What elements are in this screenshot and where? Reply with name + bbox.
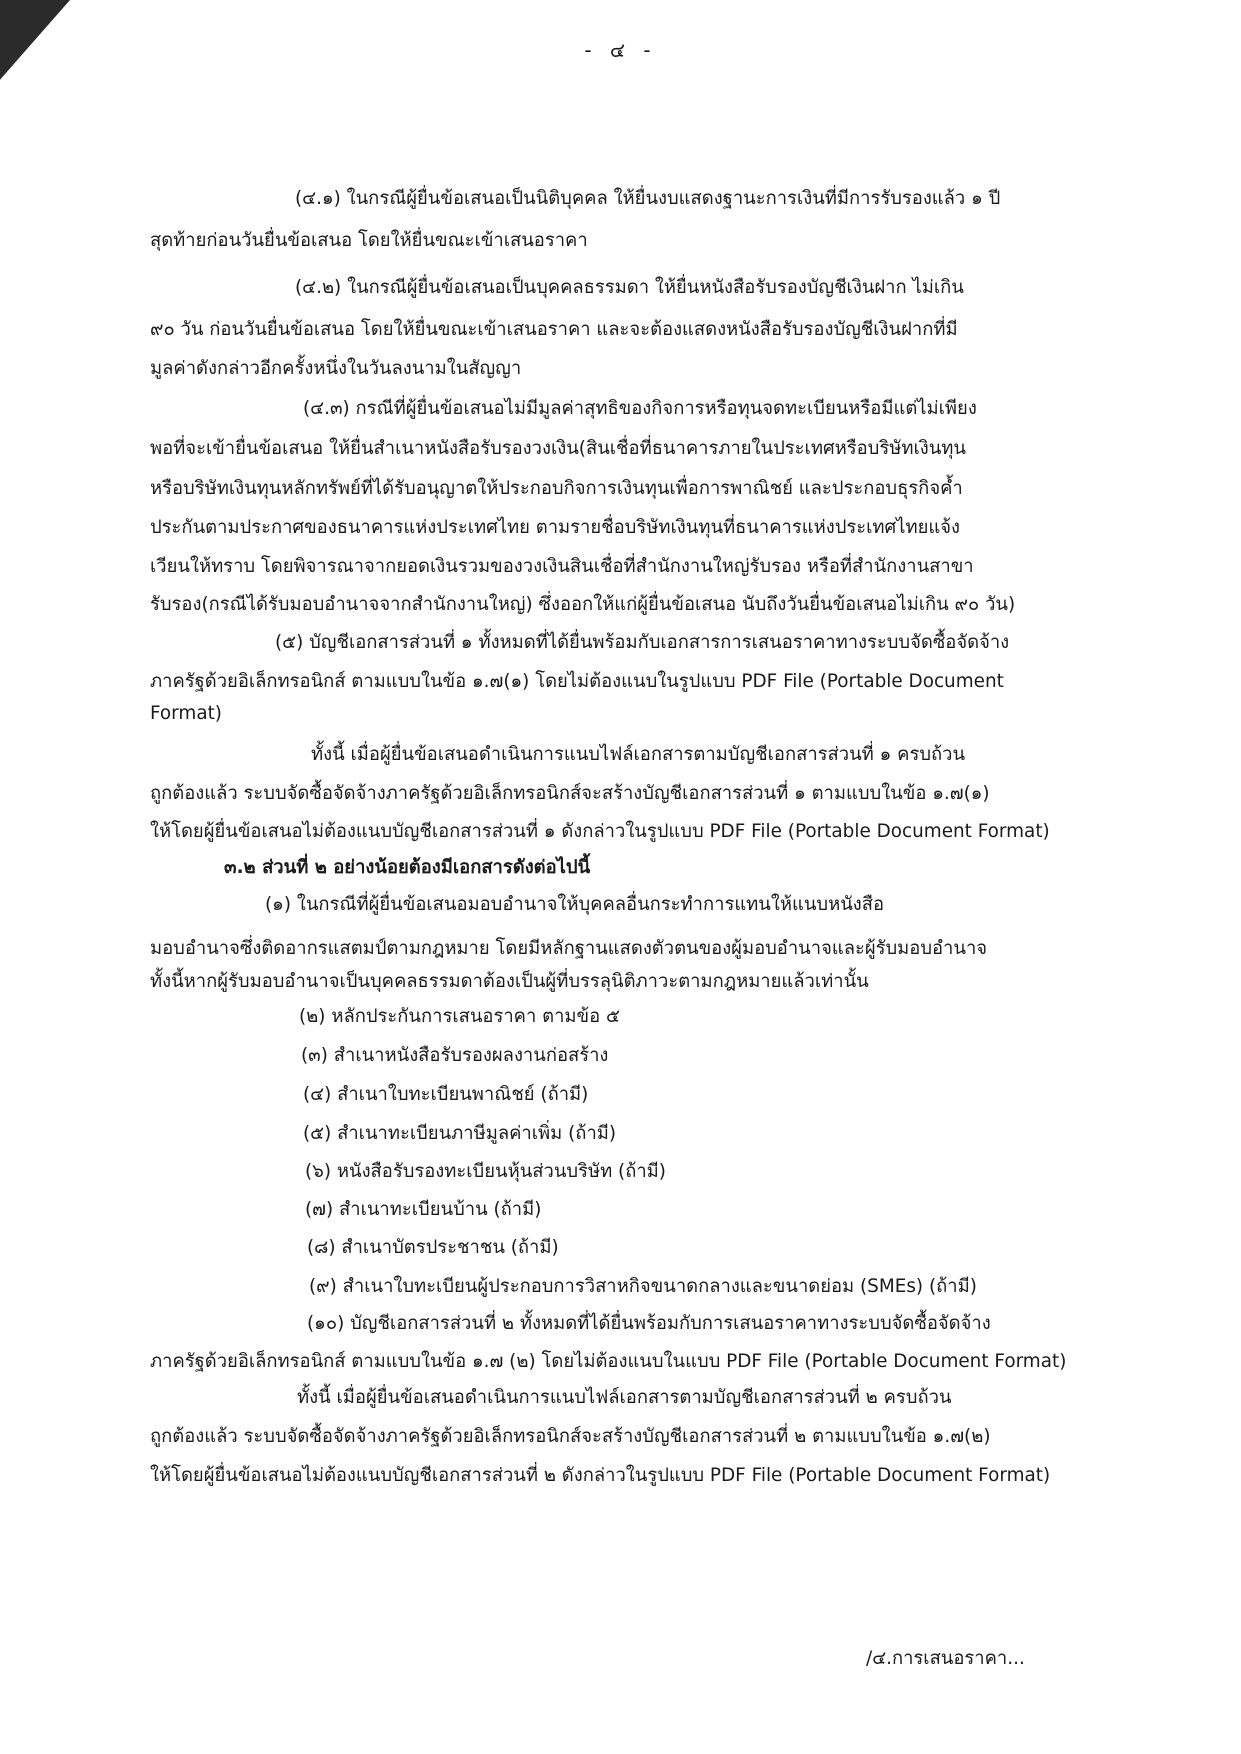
text-line: ให้โดยผู้ยื่นข้อเสนอไม่ต้องแนบบัญชีเอกสารส่วนที่ ๑ ดังกล่าวในรูปแบบ PDF File (Portable Document Format) (150, 821, 1050, 842)
text-line: ๙๐ วัน ก่อนวันยื่นข้อเสนอ โดยให้ยื่นขณะเข้าเสนอราคา และจะต้องแสดงหนังสือรับรองบัญชีเงินฝากที่มี (150, 319, 958, 340)
continuation-note: /๔.การเสนอราคา... (866, 1648, 1025, 1669)
text-line: (๔.๑) ในกรณีผู้ยื่นข้อเสนอเป็นนิติบุคคล ให้ยื่นงบแสดงฐานะการเงินที่มีการรับรองแล้ว ๑ ปี (295, 188, 1001, 209)
text-line: หรือบริษัทเงินทุนหลักทรัพย์ที่ได้รับอนุญาตให้ประกอบกิจการเงินทุนเพื่อการพาณิชย์ และประกอบธุรกิจค้ำ (150, 478, 963, 499)
text-line: มอบอำนาจซึ่งติดอากรแสตมป์ตามกฎหมาย โดยมีหลักฐานแสดงตัวตนของผู้มอบอำนาจและผู้รับมอบอำนาจ (150, 938, 988, 959)
text-line: สุดท้ายก่อนวันยื่นข้อเสนอ โดยให้ยื่นขณะเข้าเสนอราคา (150, 230, 588, 251)
text-line: ทั้งนี้หากผู้รับมอบอำนาจเป็นบุคคลธรรมดาต้องเป็นผู้ที่บรรลุนิติภาวะตามกฎหมายแล้วเท่านั้น (150, 971, 869, 992)
text-line: (๔.๓) กรณีที่ผู้ยื่นข้อเสนอไม่มีมูลค่าสุทธิของกิจการหรือทุนจดทะเบียนหรือมีแต่ไม่เพียง (303, 398, 977, 419)
text-line: ภาครัฐด้วยอิเล็กทรอนิกส์ ตามแบบในข้อ ๑.๗(๑) โดยไม่ต้องแนบในรูปแบบ PDF File (Portable Document (150, 671, 1004, 692)
list-item: (๘) สำเนาบัตรประชาชน (ถ้ามี) (307, 1237, 559, 1258)
text-line: ถูกต้องแล้ว ระบบจัดซื้อจัดจ้างภาครัฐด้วยอิเล็กทรอนิกส์จะสร้างบัญชีเอกสารส่วนที่ ๒ ตามแบบในข้อ ๑.๗(๒) (150, 1426, 991, 1447)
text-line: ทั้งนี้ เมื่อผู้ยื่นข้อเสนอดำเนินการแนบไฟล์เอกสารตามบัญชีเอกสารส่วนที่ ๑ ครบถ้วน (311, 744, 966, 765)
text-line: ถูกต้องแล้ว ระบบจัดซื้อจัดจ้างภาครัฐด้วยอิเล็กทรอนิกส์จะสร้างบัญชีเอกสารส่วนที่ ๑ ตามแบบในข้อ ๑.๗(๑) (150, 783, 990, 804)
text-line: ให้โดยผู้ยื่นข้อเสนอไม่ต้องแนบบัญชีเอกสารส่วนที่ ๒ ดังกล่าวในรูปแบบ PDF File (Portable Document Format) (150, 1465, 1051, 1486)
list-item: (๑๐) บัญชีเอกสารส่วนที่ ๒ ทั้งหมดที่ได้ยื่นพร้อมกับการเสนอราคาทางระบบจัดซื้อจัดจ้าง (307, 1313, 991, 1334)
section-heading: ๓.๒ ส่วนที่ ๒ อย่างน้อยต้องมีเอกสารดังต่อไปนี้ (224, 857, 591, 878)
list-item: (๖) หนังสือรับรองทะเบียนหุ้นส่วนบริษัท (ถ้ามี) (305, 1161, 666, 1182)
text-line: ประกันตามประกาศของธนาคารแห่งประเทศไทย ตามรายชื่อบริษัทเงินทุนที่ธนาคารแห่งประเทศไทยแจ้ง (150, 517, 960, 538)
text-line: (๑) ในกรณีที่ผู้ยื่นข้อเสนอมอบอำนาจให้บุคคลอื่นกระทำการแทนให้แนบหนังสือ (265, 894, 885, 915)
list-item: (๕) สำเนาทะเบียนภาษีมูลค่าเพิ่ม (ถ้ามี) (303, 1123, 617, 1144)
text-line: เวียนให้ทราบ โดยพิจารณาจากยอดเงินรวมของวงเงินสินเชื่อที่สำนักงานใหญ่รับรอง หรือที่สำนักงานสาขา (150, 556, 974, 577)
list-item: (๓) สำเนาหนังสือรับรองผลงานก่อสร้าง (301, 1045, 609, 1066)
text-line: (๔.๒) ในกรณีผู้ยื่นข้อเสนอเป็นบุคคลธรรมดา ให้ยื่นหนังสือรับรองบัญชีเงินฝาก ไม่เกิน (295, 277, 964, 298)
text-line: พอที่จะเข้ายื่นข้อเสนอ ให้ยื่นสำเนาหนังสือรับรองวงเงิน(สินเชื่อที่ธนาคารภายในประเทศหรือบริษัทเงินทุน (150, 438, 966, 459)
text-line: รับรอง(กรณีได้รับมอบอำนาจจากสำนักงานใหญ่) ซึ่งออกให้แก่ผู้ยื่นข้อเสนอ นับถึงวันยื่นข้อเสนอไม่เกิน ๙๐ วัน) (150, 594, 1016, 615)
text-line: มูลค่าดังกล่าวอีกครั้งหนึ่งในวันลงนามในสัญญา (150, 358, 522, 379)
text-line: Format) (150, 703, 222, 724)
text-line: (๕) บัญชีเอกสารส่วนที่ ๑ ทั้งหมดที่ได้ยื่นพร้อมกับเอกสารการเสนอราคาทางระบบจัดซื้อจัดจ้าง (275, 632, 1010, 653)
list-item: (๔) สำเนาใบทะเบียนพาณิชย์ (ถ้ามี) (303, 1084, 589, 1105)
text-line: ภาครัฐด้วยอิเล็กทรอนิกส์ ตามแบบในข้อ ๑.๗ (๒) โดยไม่ต้องแนบในแบบ PDF File (Portable Document Format) (150, 1351, 1067, 1372)
list-item: (๙) สำเนาใบทะเบียนผู้ประกอบการวิสาหกิจขนาดกลางและขนาดย่อม (SMEs) (ถ้ามี) (309, 1276, 977, 1297)
text-line: ทั้งนี้ เมื่อผู้ยื่นข้อเสนอดำเนินการแนบไฟล์เอกสารตามบัญชีเอกสารส่วนที่ ๒ ครบถ้วน (297, 1387, 952, 1408)
list-item: (๒) หลักประกันการเสนอราคา ตามข้อ ๕ (299, 1006, 620, 1027)
page-number: - ๔ - (584, 38, 657, 62)
list-item: (๗) สำเนาทะเบียนบ้าน (ถ้ามี) (305, 1199, 542, 1220)
